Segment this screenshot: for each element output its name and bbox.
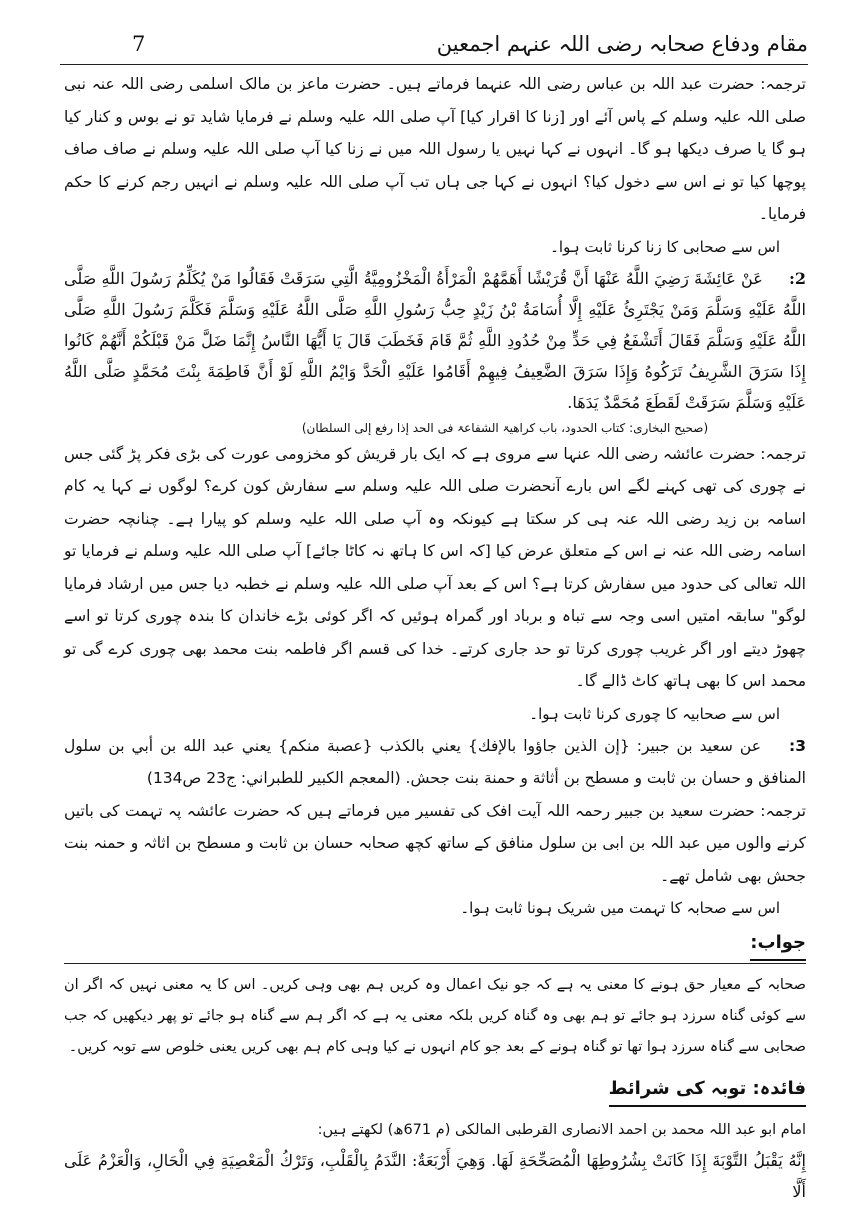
benefit-intro: امام ابو عبد اللہ محمد بن احمد الانصاری القرطبی المالکی (م 671ھ) لکھتے ہیں: (317, 1122, 806, 1138)
answer-divider (64, 963, 806, 964)
benefit-heading-text: فائدہ: توبہ کی شرائط (609, 1073, 806, 1107)
benefit-arabic: إِنَّهُ يَقْبَلُ التَّوْبَةَ إِذَا كَانَتْ بِشُرُوطِهَا الْمُصَحِّحَةِ لَهَا. وَهِيَ أَرْبَعَةٌ: النَّدَمُ بِالْقَلْبِ، وَتَرْكُ الْمَعْصِيَةِ فِي الْحَالِ، وَالْعَزْمُ عَلَى أَلَّا (64, 1151, 806, 1201)
page-header (60, 30, 808, 65)
section2-arabic-text: عَنْ عَائِشَةَ رَضِيَ اللَّهُ عَنْهَا أَنَّ قُرَيْشًا أَهَمَّهُمْ الْمَرْأَةُ الْمَخْزُومِيَّةُ الَّتِي سَرَقَتْ فَقَالُوا مَنْ يُكَلِّمُ رَسُولَ اللَّهِ صَلَّى اللَّهُ عَلَيْهِ وَسَلَّمَ وَمَنْ يَجْتَرِئُ عَلَيْهِ إِلَّا أُسَامَةُ بْنُ زَيْدٍ حِبُّ رَسُولِ اللَّهِ صَلَّى اللَّهُ عَلَيْهِ وَسَلَّمَ فَكَلَّمَ رَسُولَ اللَّهِ صَلَّى اللَّهُ عَلَيْهِ وَسَلَّمَ فَقَالَ أَتَشْفَعُ فِي حَدٍّ مِنْ حُدُودِ اللَّهِ ثُمَّ قَامَ فَخَطَبَ قَالَ يَا أَيُّهَا النَّاسُ إِنَّمَا ضَلَّ مَنْ قَبْلَكُمْ أَنَّهُمْ كَانُوا إِذَا سَرَقَ الشَّرِيفُ تَرَكُوهُ وَإِذَا سَرَقَ الضَّعِيفُ فِيهِمْ أَقَامُوا عَلَيْهِ الْحَدَّ وَايْمُ اللَّهِ لَوْ أَنَّ فَاطِمَةَ بِنْتَ مُحَمَّدٍ صَلَّى اللَّهُ عَلَيْهِ وَسَلَّمَ سَرَقَتْ لَقَطَعَ مُحَمَّدٌ يَدَهَا. (64, 268, 806, 412)
benefit-heading (64, 1073, 806, 1107)
answer-heading-text: جواب: (750, 928, 806, 961)
section2-reference: (صحیح البخاری: کتاب الحدود، باب کراھیۃ الشفاعۃ فی الحد إذا رفع إلی السلطان) (301, 420, 709, 435)
section2-number: 2: (788, 268, 807, 288)
section3-source (64, 730, 806, 795)
page-content (64, 68, 806, 1207)
section3-number: 3: (788, 736, 806, 755)
answer-text: صحابہ کے معیار حق ہونے کا معنی یہ ہے کہ جو نیک اعمال وہ کریں ہم بھی وہی کریں۔ اس کا یہ معنی نہیں کہ اگر ان سے کوئی گناہ سرزد ہو جائے تو ہم بھی وہ گناہ کریں بلکہ معنی یہ ہے کہ اگر ہم سے گناہ ہو جائے تو پھر دیکھیں کہ جب صحابی سے گناہ سرزد ہوا تھا تو گناہ ہونے کے بعد جو کام انہوں نے کیا وہی کام ہم بھی کریں یعنی خلوص سے توبہ کریں۔ (64, 977, 806, 1055)
answer-heading (64, 928, 806, 961)
section1-translation: ترجمہ: حضرت عبد اللہ بن عباس رضی اللہ عنہما فرماتے ہیں۔ حضرت ماعز بن مالک اسلمی رضی اللہ عنہ نبی صلی اللہ علیہ وسلم کے پاس آئے اور [زنا کا اقرار کیا] آپ صلی اللہ علیہ وسلم نے فرمایا شاید تو نے بوس و کنار کیا ہو گا یا صرف دیکھا ہو گا۔ انہوں نے کہا نہیں یا رسول اللہ میں نے زنا کیا آپ صلی اللہ علیہ وسلم نے صاف صاف پوچھا کیا تو نے اس سے دخول کیا؟ انہوں نے کہا جی ہاں تب آپ صلی اللہ علیہ وسلم نے انہیں رجم کرنے کا حکم فرمایا۔ (64, 75, 806, 223)
section2-translation: ترجمہ: حضرت عائشہ رضی اللہ عنہا سے مروی ہے کہ ایک بار قریش کو مخزومی عورت کی بڑی فکر پڑ گئی جس نے چوری کی تھی کہنے لگے اس بارے آنحضرت صلی اللہ علیہ وسلم سے سفارش کون کرے؟ لوگوں نے کہا یہ کام اسامہ بن زید رضی اللہ عنہ ہی کر سکتا ہے کیونکہ وہ آپ صلی اللہ علیہ وسلم کو پیارا ہے۔ چنانچہ حضرت اسامہ رضی اللہ عنہ نے اس کے متعلق عرض کیا [کہ اس کا ہاتھ نہ کاٹا جائے] آپ صلی اللہ علیہ وسلم نے فرمایا تو اللہ تعالی کی حدود میں سفارش کرتا ہے؟ اس کے بعد آپ صلی اللہ علیہ وسلم نے خطبہ دیا جس میں ارشاد فرمایا لوگو" سابقہ امتیں اسی وجہ سے تباہ و برباد اور گمراہ ہوئیں کہ اگر کوئی بڑے خاندان کا بندہ چوری کرتا تو اسے چھوڑ دیتے اور اگر غریب چوری کرتا تو حد جاری کرتے۔ خدا کی قسم اگر فاطمہ بنت محمد بھی چوری کرے گی تو محمد اس کا بھی ہاتھ کاٹ ڈالے گا۔ (64, 444, 806, 690)
section3-conclusion: اس سے صحابہ کا تہمت میں شریک ہونا ثابت ہوا۔ (460, 899, 780, 917)
section1-conclusion: اس سے صحابی کا زنا کرنا ثابت ہوا۔ (550, 237, 780, 256)
page-number: 7 (132, 32, 146, 56)
section2-conclusion: اس سے صحابیہ کا چوری کرنا ثابت ہوا۔ (529, 704, 780, 723)
book-title: مقام ودفاع صحابہ رضی اللہ عنہم اجمعین (436, 32, 808, 56)
section3-translation: ترجمہ: حضرت سعید بن جبیر رحمہ اللہ آیت افک کی تفسیر میں فرماتے ہیں کہ حضرت عائشہ پہ تہمت کی باتیں کرنے والوں میں عبد اللہ بن ابی بن سلول منافق کے ساتھ کچھ صحابہ حسان بن ثابت و مسطح بن اثاثہ و حمنہ بنت جحش بھی شامل تھے۔ (64, 801, 806, 885)
section3-source-text: عن سعید بن جبیر: {إن الذین جاؤوا بالإفك} یعني بالكذب {عصبة منكم} یعني عبد الله بن أبي بن سلول المنافق و حسان بن ثابت و مسطح بن أثاثة و حمنة بنت جحش. (المعجم الكبير للطبراني: ج23 ص134) (64, 736, 806, 787)
section2-hadith-arabic (64, 263, 806, 418)
